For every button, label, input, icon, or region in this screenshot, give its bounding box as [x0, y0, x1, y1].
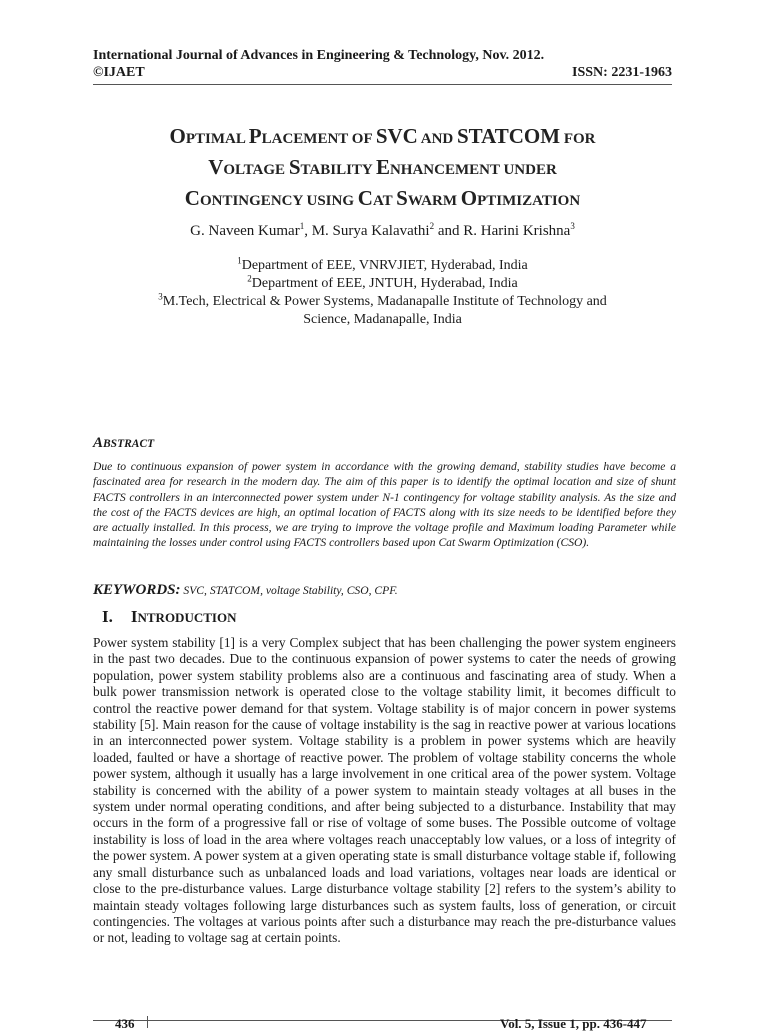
affiliation-line: $^1$Department of EEE, VNRVJIET, Hyderabad, India [237, 255, 528, 273]
section-number: I. [102, 607, 113, 626]
abstract-heading: ABSTRACT [93, 435, 155, 451]
author-superscript: 1 [299, 221, 305, 231]
abstract-body: Due to continuous expansion of power system in accordance with the growing demand, stability studies have become a fascinated area for research in the modern day. The aim of this paper is to identify the optimal location and size of shunt FACTS controllers in an interconnected power system under N-1 contingency for voltage stability analysis. As the size and the cost of the FACTS devices are high, an optimal location of FACTS along with its size needs to be identified before they are actually installed. In this process, we are trying to improve the voltage profile and Maximum loading Parameter while maintaining the losses under control using FACTS controllers based upon Cat Swarm Optimization (CSO). [93, 460, 676, 550]
copyright-label: ©IJAET [93, 65, 145, 80]
introduction-body: Power system stability [1] is a very Complex subject that has been challenging the power system engineers in the past two decades. Due to the continuous expansion of power systems to cater the needs of growing population, power system stability problems also are a continuous and fascinating area of study. When a bulk power transmission network is operated close to the voltage stability limit, it becomes difficult to control the reactive power demand for that system. Voltage stability is of major concern in power systems stability [5]. Main reason for the cause of voltage instability is the sag in reactive power at various locations in an interconnected power system. Voltage stability is a problem in power systems which are heavily loaded, faulted or have a shortage of reactive power. The problem of voltage stability concerns the whole power system, although it usually has a large involvement in one critical area of the power system. Voltage stability is concerned with the ability of a power system to maintain steady voltages at all buses in the system under normal operating conditions, and after being subjected to a disturbance. Instability that may occurs in the form of a progressive fall or rise of voltage of some buses. The Possible outcome of voltage instability is loss of load in the area where voltages reach unacceptably low values, or a loss of integrity of the power system. A power system at a given operating state is small disturbance voltage stable if, following any small disturbance such as unbalanced loads and load variations, voltages near loads are identical or close to the pre-disturbance values. Large disturbance voltage stability [2] refers to the system’s ability to maintain steady voltages following large disturbances such as system faults, loss of generation, or circuit contingencies. The voltages at various points after such a disturbance may reach the pre-disturbance values or not, leading to voltage sag at certain points. [93, 635, 676, 946]
affiliation-line: $^2$Department of EEE, JNTUH, Hyderabad, India [247, 273, 518, 291]
affiliations [93, 257, 672, 329]
keywords-text: SVC, STATCOM, voltage Stability, CSO, CPF. [180, 584, 398, 597]
affiliation-line: $^3$M.Tech, Electrical & Power Systems, Madanapalle Institute of Technology and [158, 291, 607, 309]
author-name: R. Harini Krishna [463, 223, 571, 239]
header-divider [93, 84, 672, 85]
keywords-label: KEYWORDS: [93, 582, 181, 598]
affiliation-line: Science, Madanapalle, India [303, 312, 462, 327]
title-line-2: VOLTAGE STABILITY ENHANCEMENT UNDER [208, 155, 557, 179]
title-line-1: OPTIMAL PLACEMENT OF SVC AND STATCOM FOR [169, 124, 596, 148]
section-heading-introduction: I. INTRODUCTION [102, 607, 237, 626]
page-number: 436 [115, 1016, 135, 1031]
title-line-3: CONTINGENCY USING CAT SWARM OPTIMIZATION [184, 186, 581, 210]
author-list: G. Naveen Kumar$^1$, M. Surya Kalavathi$^2$ and R. Harini Krishna$^3$ [190, 221, 575, 239]
author-superscript: 3 [570, 221, 575, 231]
author-superscript: 2 [429, 221, 435, 231]
keywords-line [93, 582, 398, 599]
volume-info: Vol. 5, Issue 1, pp. 436-447 [500, 1016, 647, 1031]
footer-vertical-divider [147, 1016, 148, 1028]
journal-header: International Journal of Advances in Engineering & Technology, Nov. 2012. [93, 48, 545, 63]
paper-title [93, 122, 672, 215]
author-name: G. Naveen Kumar [190, 223, 300, 239]
author-name: M. Surya Kalavathi [311, 223, 430, 239]
header-row [93, 64, 672, 82]
issn-label: ISSN: 2231-1963 [572, 65, 672, 80]
